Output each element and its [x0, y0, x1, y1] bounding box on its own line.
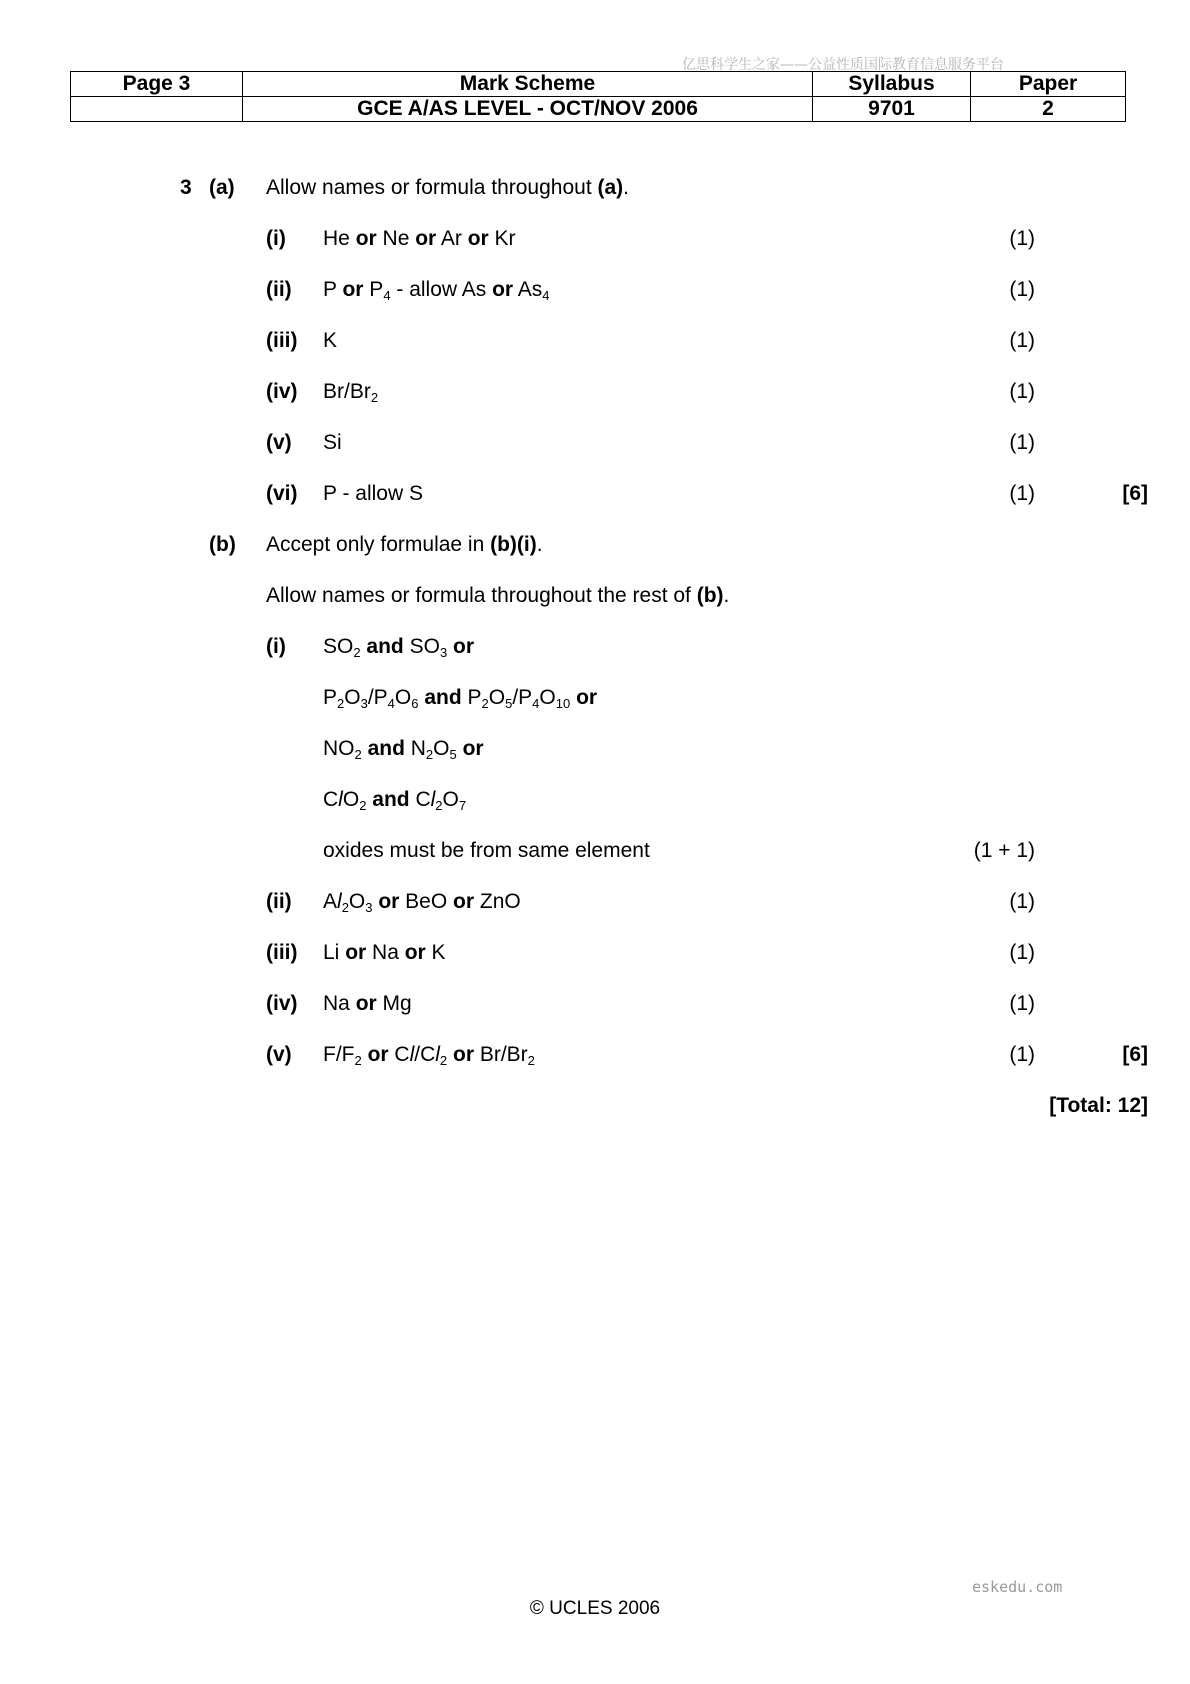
answer-text: Si — [323, 431, 342, 454]
watermark-bottom: eskedu.com — [972, 1578, 1063, 1596]
item-label: (v) — [266, 431, 292, 454]
part-b-intro: Accept only formulae in (b)(i). — [266, 533, 543, 556]
item-label: (iv) — [266, 992, 298, 1015]
mark: (1) — [1009, 329, 1035, 352]
exam-title-cell: GCE A/AS LEVEL - OCT/NOV 2006 — [243, 97, 813, 122]
answer-text: Na or Mg — [323, 992, 412, 1015]
item-label: (iii) — [266, 941, 298, 964]
mark: (1) — [1009, 431, 1035, 454]
item-label: (ii) — [266, 890, 292, 913]
part-b-label: (b) — [209, 533, 236, 556]
question-number: 3 — [180, 176, 192, 199]
syllabus-header-cell: Syllabus — [813, 72, 971, 97]
answer-text: P or $P_4$ - allow As or $As_4$ — [323, 278, 550, 303]
mark: (1) — [1009, 278, 1035, 301]
answer-text: $Al_2O_3$ or BeO or ZnO — [323, 890, 521, 915]
answer-text: $SO_2$ and $SO_3$ or — [323, 635, 475, 660]
answer-text: He or Ne or Ar or Kr — [323, 227, 516, 250]
item-label: (vi) — [266, 482, 298, 505]
mark: (1) — [1009, 941, 1035, 964]
item-label: (ii) — [266, 278, 292, 301]
answer-text: $F/F_2$ or $Cl/Cl_2$ or $Br/Br_2$ — [323, 1043, 535, 1068]
item-label: (i) — [266, 227, 286, 250]
part-a-intro: Allow names or formula throughout (a). — [266, 176, 630, 199]
grand-total: [Total: 12] — [1049, 1094, 1148, 1117]
mark: (1) — [1009, 890, 1035, 913]
part-b-intro-2: Allow names or formula throughout the rest of (b). — [266, 584, 730, 607]
mark: (1) — [1009, 992, 1035, 1015]
item-label: (i) — [266, 635, 286, 658]
header-row-1 — [71, 72, 1126, 97]
item-label: (v) — [266, 1043, 292, 1066]
header-row-2 — [71, 97, 1126, 122]
answer-text: $NO_2$ and $N_2O_5$ or — [323, 737, 484, 762]
answer-text: K — [323, 329, 338, 352]
part-b-total: [6] — [1122, 1043, 1148, 1066]
part-a-total: [6] — [1122, 482, 1148, 505]
answer-text: $Br/Br_2$ — [323, 380, 379, 405]
mark: (1) — [1009, 1043, 1035, 1066]
part-a-label: (a) — [209, 176, 235, 199]
item-label: (iii) — [266, 329, 298, 352]
mark: (1) — [1009, 482, 1035, 505]
header-table — [70, 71, 1126, 122]
footer-copyright: © UCLES 2006 — [529, 1598, 661, 1619]
mark: (1) — [1009, 380, 1035, 403]
answer-text: P - allow S — [323, 482, 423, 505]
mark: (1 + 1) — [973, 839, 1035, 862]
watermark-top: 亿思科学生之家——公益性质国际教育信息服务平台 — [682, 57, 1004, 73]
document-type-cell: Mark Scheme — [243, 72, 813, 97]
paper-number-cell: 2 — [971, 97, 1126, 122]
page-cell: Page 3 — [71, 72, 243, 97]
empty-cell — [71, 97, 243, 122]
item-label: (iv) — [266, 380, 298, 403]
mark: (1) — [1009, 227, 1035, 250]
answer-note: oxides must be from same element — [323, 839, 650, 862]
syllabus-code-cell: 9701 — [813, 97, 971, 122]
paper-header-cell: Paper — [971, 72, 1126, 97]
answer-text: ClO$_2$ and $Cl_2O_7$ — [323, 788, 467, 813]
answer-text: $P_2O_3/P_4O_6$ and $P_2O_5/P_4O_{10}$ or — [323, 686, 598, 711]
answer-text: Li or Na or K — [323, 941, 446, 964]
